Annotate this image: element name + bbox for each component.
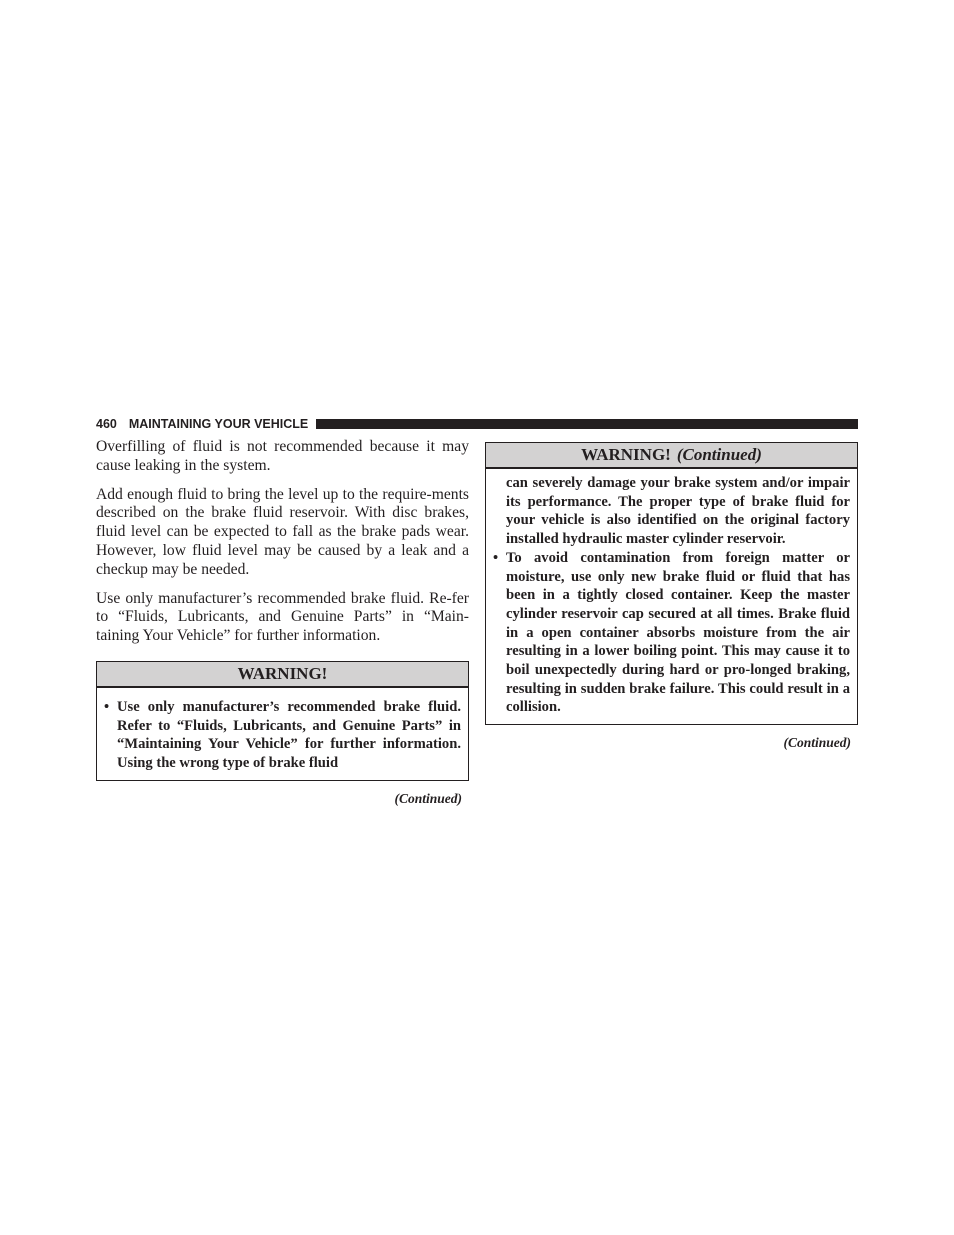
page-header bbox=[96, 416, 858, 432]
warning-title-text: WARNING! bbox=[237, 663, 328, 683]
warning-title-continued bbox=[486, 443, 857, 469]
right-column bbox=[485, 442, 858, 751]
warning-title bbox=[97, 662, 468, 688]
continued-note: (Continued) bbox=[783, 735, 851, 751]
left-column bbox=[96, 438, 469, 807]
section-title: MAINTAINING YOUR VEHICLE bbox=[128, 417, 309, 431]
paragraph-recommended-fluid: Use only manufacturer’s recommended brake fluid. Re-fer to “Fluids, Lubricants, and Genuine Parts” in “Main-taining Your Vehicle” for further information. bbox=[96, 589, 469, 645]
bullet-symbol: • bbox=[493, 549, 499, 566]
warning-title-suffix: (Continued) bbox=[676, 445, 762, 464]
warning-bullet bbox=[493, 549, 850, 717]
warning-continuation-text: can severely damage your brake system and/or impair its performance. The proper type of brake fluid for your vehicle is also identified on the original factory installed hydraulic master cylinder reservoir. bbox=[506, 475, 850, 548]
header-rule bbox=[316, 419, 858, 429]
warning-box-continued bbox=[485, 442, 858, 725]
warning-body-continued bbox=[486, 469, 857, 724]
warning-title-text: WARNING! bbox=[581, 445, 671, 464]
bullet-symbol: • bbox=[104, 698, 110, 715]
warning-box bbox=[96, 661, 469, 781]
paragraph-overfilling: Overfilling of fluid is not recommended because it may cause leaking in the system. bbox=[96, 438, 469, 474]
warning-body bbox=[97, 688, 468, 780]
paragraph-add-fluid: Add enough fluid to bring the level up to the require-ments described on the brake fluid reservoir. With disc brakes, fluid level can be expected to fall as the brake pads wear. However, low fluid level may be caused by a leak and a checkup may be needed. bbox=[96, 485, 469, 578]
warning-bullet-text: Use only manufacturer’s recommended brake fluid. Refer to “Fluids, Lubricants, and Genuine Parts” in “Maintaining Your Vehicle” for further information. Using the wrong type of brake fluid bbox=[117, 698, 461, 772]
warning-bullet-text: To avoid contamination from foreign matter or moisture, use only new brake fluid or fluid that has been in a tightly closed container. Keep the master cylinder reservoir cap secured at all times. Brake fluid in a open container absorbs moisture from the air resulting in a lower boiling point. This may cause it to boil unexpectedly during hard or pro-longed braking, resulting in sudden brake failure. This could result in a collision. bbox=[506, 549, 850, 716]
page-number: 460 bbox=[96, 417, 117, 431]
continued-note: (Continued) bbox=[394, 790, 462, 806]
warning-bullet bbox=[104, 698, 461, 773]
